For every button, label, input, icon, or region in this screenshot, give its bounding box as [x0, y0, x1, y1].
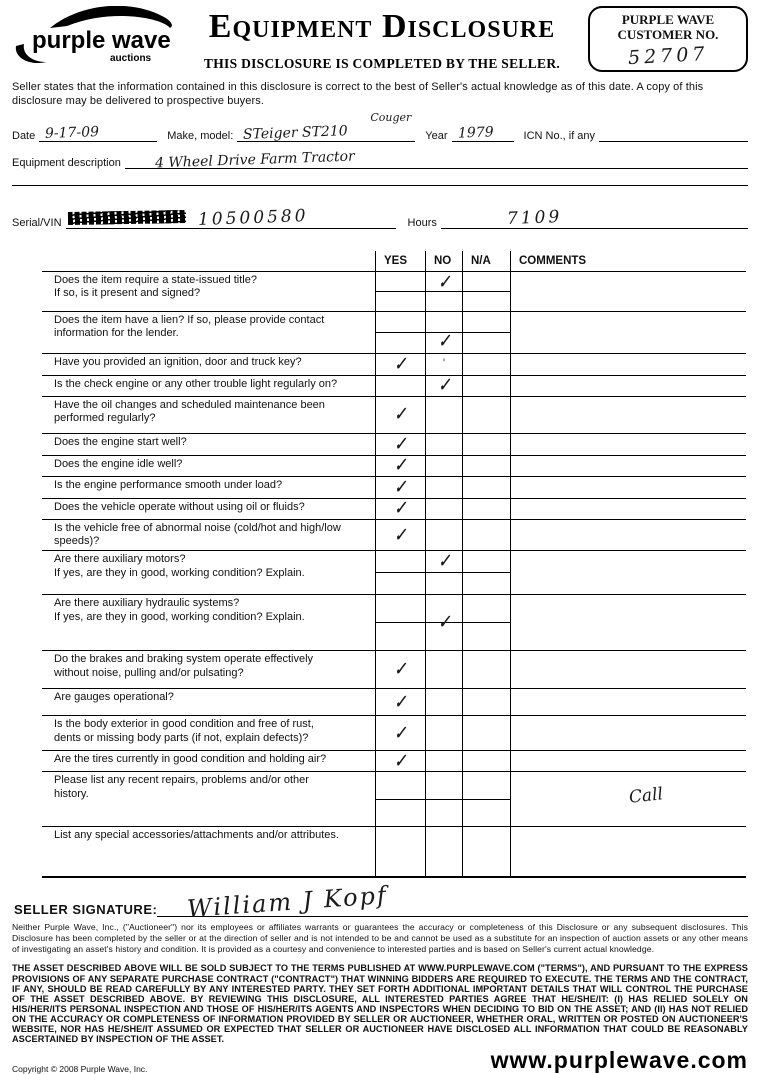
yes-mark: ✓ — [394, 526, 407, 544]
yes-cell — [375, 456, 425, 476]
table-row — [42, 375, 746, 396]
no-cell — [425, 827, 462, 876]
table-row — [42, 750, 746, 771]
customer-number-box — [588, 6, 748, 72]
disclaimer-text: Neither Purple Wave, Inc., ("Auctioneer") nor its employees or affiliates warrants or guarantees the accuracy or completeness of this Disclosure or any subsequent disclosures. This Disclosure has been completed by the seller or at the direction of seller and is not intended to be and cannot be used as a substitute for an inspection of auction assets or any other means of investigating an asset's history and condition. It is provided as a courtesy and convenience to interested parties and is based on Seller's current actual knowledge. — [12, 922, 748, 955]
na-cell — [462, 397, 510, 433]
yes-cell — [375, 827, 425, 876]
page-title: Equipment Disclosure — [180, 10, 584, 44]
na-cell — [462, 499, 510, 519]
make-model-value: STeiger ST210 — [237, 123, 354, 143]
question-text: Are there auxiliary hydraulic systems? If yes, are they in good, working condition? Explain. — [42, 595, 375, 650]
yes-cell — [375, 354, 425, 375]
description-row — [12, 152, 748, 169]
yes-cell — [375, 434, 425, 455]
question-text: Have the oil changes and scheduled maintenance been performed regularly? — [42, 397, 375, 433]
comment-cell — [510, 477, 746, 498]
comment-cell — [510, 434, 746, 455]
table-row — [42, 498, 746, 519]
no-cell — [425, 716, 462, 750]
purple-wave-logo — [12, 6, 180, 72]
yes-header: YES — [375, 251, 425, 271]
description-value: 4 Wheel Drive Farm Tractor — [149, 148, 361, 171]
year-label: Year — [415, 130, 451, 142]
question-text: Is the check engine or any other trouble light regularly on? — [42, 376, 375, 396]
comment-cell — [510, 716, 746, 750]
na-cell — [462, 551, 510, 594]
no-mark: ✓ — [438, 273, 451, 291]
comment-text: Call — [629, 785, 665, 808]
na-cell — [462, 434, 510, 455]
comment-cell — [510, 595, 746, 650]
table-header-row — [42, 251, 746, 271]
na-cell — [462, 772, 510, 826]
hours-field — [441, 208, 748, 229]
comment-cell — [510, 499, 746, 519]
serial-value: 10500580 — [191, 205, 314, 229]
question-text: Does the engine start well? — [42, 434, 375, 455]
comment-cell — [510, 772, 746, 826]
table-row — [42, 433, 746, 455]
question-text: Does the vehicle operate without using oil or fluids? — [42, 499, 375, 519]
hours-label: Hours — [396, 217, 441, 229]
comment-cell — [510, 456, 746, 476]
description-field — [125, 152, 748, 169]
na-cell — [462, 595, 510, 650]
yes-mark: ✓ — [394, 435, 407, 453]
comment-cell — [510, 651, 746, 688]
blank-rule-line — [12, 185, 748, 186]
yes-cell — [375, 520, 425, 551]
copyright-text: Copyright © 2008 Purple Wave, Inc. — [12, 1064, 147, 1074]
website-url: www.purplewave.com — [491, 1047, 748, 1074]
no-cell — [425, 376, 462, 396]
no-header: NO — [425, 251, 462, 271]
no-cell — [425, 551, 462, 594]
comment-cell — [510, 827, 746, 876]
logo-tagline: auctions — [110, 53, 152, 64]
question-text: Do the brakes and braking system operate effectively without noise, pulling and/or pulsating? — [42, 651, 375, 688]
na-cell — [462, 312, 510, 353]
seller-signature-value: William J Kopf — [187, 881, 389, 923]
yes-cell — [375, 376, 425, 396]
table-row — [42, 396, 746, 433]
comment-cell — [510, 520, 746, 551]
yes-cell — [375, 312, 425, 353]
comment-cell — [510, 272, 746, 311]
yes-cell — [375, 397, 425, 433]
yes-cell — [375, 772, 425, 826]
customer-box-label-2: CUSTOMER NO. — [594, 28, 742, 43]
comments-header: COMMENTS — [510, 251, 746, 271]
yes-cell — [375, 651, 425, 688]
question-text: Is the vehicle free of abnormal noise (cold/hot and high/low speeds)? — [42, 520, 375, 551]
make-model-superscript: Couger — [370, 111, 411, 124]
na-cell — [462, 716, 510, 750]
yes-mark: ✓ — [394, 456, 407, 474]
yes-mark: ✓ — [394, 661, 407, 679]
wave-swoosh-icon — [12, 6, 180, 72]
serial-label: Serial/VIN — [12, 217, 66, 229]
question-text: Does the item have a lien? If so, please provide contact information for the lender. — [42, 312, 375, 353]
comment-cell — [510, 689, 746, 715]
table-row — [42, 594, 746, 650]
yes-cell — [375, 595, 425, 650]
yes-mark: ✓ — [394, 499, 407, 517]
no-mark: ✓ — [438, 614, 451, 632]
na-cell — [462, 272, 510, 311]
no-cell — [425, 272, 462, 311]
no-cell — [425, 751, 462, 771]
no-mark: ' — [443, 359, 446, 369]
table-row — [42, 771, 746, 826]
na-cell — [462, 376, 510, 396]
na-cell — [462, 827, 510, 876]
comment-cell — [510, 551, 746, 594]
question-text: Does the item require a state-issued title? If so, is it present and signed? — [42, 272, 375, 311]
comment-cell — [510, 376, 746, 396]
question-text: Please list any recent repairs, problems and/or other history. — [42, 772, 375, 826]
serial-field — [66, 208, 396, 229]
table-row — [42, 455, 746, 476]
serial-hours-row — [12, 208, 748, 229]
disclosure-table — [42, 251, 746, 879]
seller-signature-row — [14, 888, 748, 917]
no-mark: ✓ — [438, 332, 451, 350]
yes-cell — [375, 499, 425, 519]
no-cell — [425, 477, 462, 498]
na-cell — [462, 354, 510, 375]
table-row — [42, 519, 746, 551]
seller-statement: Seller states that the information contained in this disclosure is correct to the best of Seller's actual knowledge as of this date. A copy of this disclosure may be delivered to prospective buyers. — [12, 80, 748, 109]
question-text: Does the engine idle well? — [42, 456, 375, 476]
date-make-year-row — [12, 125, 748, 142]
year-value: 1979 — [451, 124, 499, 142]
no-cell — [425, 499, 462, 519]
terms-text: THE ASSET DESCRIBED ABOVE WILL BE SOLD SUBJECT TO THE TERMS PUBLISHED AT WWW.PURPLEWAVE.COM ("TERMS"), AND PURSUANT TO THE EXPRESS PROVISIONS OF ANY SEPARATE PURCHASE CONTRACT ("CONTRACT") THAT WINNING BIDDERS ARE REQUIRED TO EXECUTE. THE TERMS AND THE CONTRACT, IF ANY, SHOULD BE READ CAREFULLY BY ANY INTERESTED PARTY. THEY SET FORTH ADDITIONAL IMPORTANT DETAILS THAT WILL CONTROL THE PURCHASE OF THE ASSET DESCRIBED ABOVE. BY REVIEWING THIS DISCLOSURE, ALL INTERESTED PARTIES AGREE THAT HE/SHE/IT: (I) HAS RELIED SOLELY ON HIS/HER/ITS PERSONAL INSPECTION AND THOSE OF HIS/HER/ITS AGENTS AND INSPECTORS WHEN DECIDING TO BID ON THE ASSET; AND (II) HAS NOT RELIED ON THE ACCURACY OR COMPLETENESS OF INFORMATION PROVIDED BY SELLER OR AUCTIONEER, WHETHER ORAL, WRITTEN OR POSTED ON AUCTIONEER'S WEBSITE, NOR HAS HE/SHE/IT ASSUMED OR EXPECTED THAT SELLER OR AUCTIONEER HAVE DISCLOSED ALL INFORMATION THAT COULD BE REASONABLY ASCERTAINED BY INSPECTION OF THE ASSET. — [12, 963, 748, 1044]
no-mark: ✓ — [438, 376, 451, 394]
table-row — [42, 353, 746, 375]
no-cell — [425, 772, 462, 826]
footer — [12, 1047, 748, 1074]
title-block — [180, 6, 584, 72]
header — [12, 6, 748, 72]
comment-cell — [510, 312, 746, 353]
question-text: List any special accessories/attachments and/or attributes. — [42, 827, 375, 876]
no-cell — [425, 354, 462, 375]
na-cell — [462, 689, 510, 715]
no-cell — [425, 397, 462, 433]
description-label: Equipment description — [12, 157, 125, 169]
question-text: Are the tires currently in good condition and holding air? — [42, 751, 375, 771]
na-cell — [462, 651, 510, 688]
yes-cell — [375, 551, 425, 594]
year-field — [452, 125, 514, 142]
no-cell — [425, 651, 462, 688]
table-row — [42, 826, 746, 876]
table-row — [42, 476, 746, 498]
date-field — [39, 125, 157, 142]
date-label: Date — [12, 130, 39, 142]
table-row — [42, 715, 746, 750]
question-text: Have you provided an ignition, door and truck key? — [42, 354, 375, 375]
yes-mark: ✓ — [394, 752, 407, 770]
question-text: Is the engine performance smooth under load? — [42, 477, 375, 498]
table-row — [42, 550, 746, 594]
no-cell — [425, 595, 462, 650]
date-value: 9-17-09 — [39, 123, 106, 141]
seller-signature-label: SELLER SIGNATURE: — [14, 902, 157, 917]
logo-text: purple wave — [32, 27, 171, 54]
yes-mark: ✓ — [394, 724, 407, 742]
no-cell — [425, 434, 462, 455]
yes-mark: ✓ — [394, 405, 407, 423]
customer-number-value: 52707 — [627, 41, 709, 70]
yes-cell — [375, 689, 425, 715]
na-cell — [462, 477, 510, 498]
question-text: Is the body exterior in good condition and free of rust, dents or missing body parts (if not, explain defects)? — [42, 716, 375, 750]
table-row — [42, 650, 746, 688]
no-cell — [425, 312, 462, 353]
icn-field — [599, 129, 748, 142]
serial-scribble-crossout — [67, 210, 185, 225]
make-model-field — [237, 125, 415, 142]
yes-mark: ✓ — [394, 693, 407, 711]
na-header: N/A — [462, 251, 510, 271]
comment-cell — [510, 397, 746, 433]
na-cell — [462, 520, 510, 551]
no-cell — [425, 520, 462, 551]
yes-cell — [375, 272, 425, 311]
table-row — [42, 311, 746, 353]
no-cell — [425, 456, 462, 476]
no-mark: ✓ — [438, 553, 451, 571]
question-header-cell — [42, 251, 375, 271]
question-text: Are gauges operational? — [42, 689, 375, 715]
yes-mark: ✓ — [394, 478, 407, 496]
na-cell — [462, 456, 510, 476]
no-cell — [425, 689, 462, 715]
page-subtitle: THIS DISCLOSURE IS COMPLETED BY THE SELLER. — [180, 56, 584, 72]
question-text: Are there auxiliary motors? If yes, are they in good, working condition? Explain. — [42, 551, 375, 594]
customer-box-label-1: PURPLE WAVE — [594, 13, 742, 28]
signature-line — [157, 888, 748, 917]
yes-cell — [375, 751, 425, 771]
table-row — [42, 688, 746, 715]
make-model-label: Make, model: — [157, 130, 237, 142]
table-row — [42, 271, 746, 311]
comment-cell — [510, 354, 746, 375]
na-cell — [462, 751, 510, 771]
comment-cell — [510, 751, 746, 771]
yes-cell — [375, 716, 425, 750]
icn-label: ICN No., if any — [514, 130, 600, 142]
yes-cell — [375, 477, 425, 498]
hours-value: 7109 — [501, 206, 569, 228]
yes-mark: ✓ — [394, 355, 407, 373]
